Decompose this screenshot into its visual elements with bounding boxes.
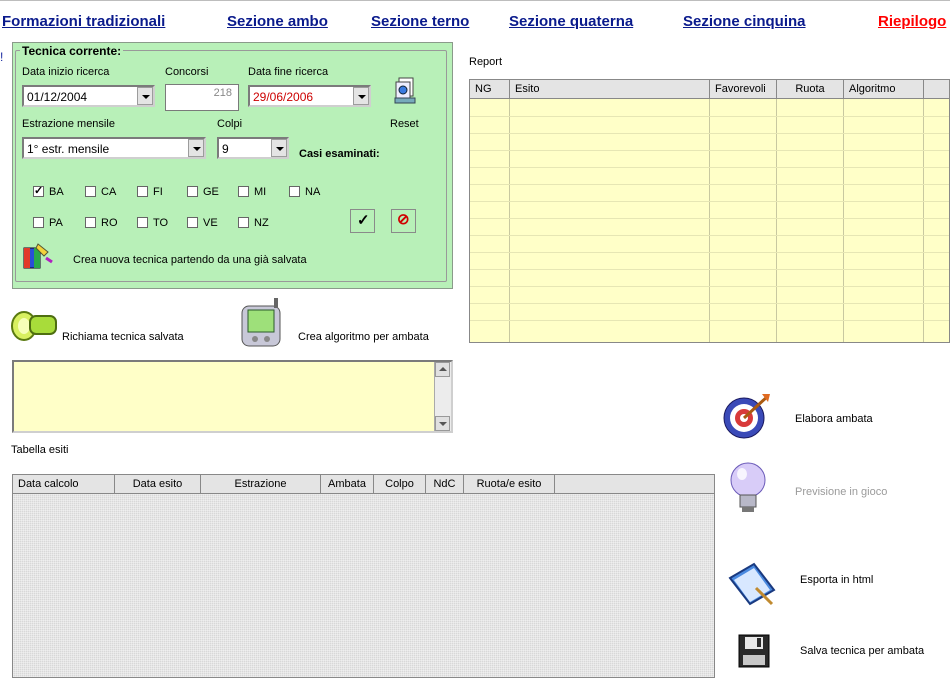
wheel-ro-label: RO bbox=[101, 217, 118, 229]
edge-marker: ! bbox=[0, 50, 4, 64]
wheel-ve-label: VE bbox=[203, 217, 218, 229]
checkbox-ba[interactable] bbox=[33, 186, 44, 197]
report-row-line bbox=[470, 201, 950, 202]
report-row-line bbox=[470, 252, 950, 253]
report-grid[interactable] bbox=[469, 79, 950, 343]
richiama-tecnica-label[interactable]: Richiama tecnica salvata bbox=[62, 331, 184, 343]
salva-tecnica-label[interactable]: Salva tecnica per ambata bbox=[800, 645, 925, 657]
start-date-value: 01/12/2004 bbox=[27, 90, 88, 104]
checkbox-nz[interactable] bbox=[238, 217, 249, 228]
previsione-in-gioco-label[interactable]: Previsione in gioco bbox=[795, 486, 888, 498]
report-gridline bbox=[923, 99, 924, 343]
checkbox-na[interactable] bbox=[289, 186, 300, 197]
report-col-ruota[interactable]: Ruota bbox=[777, 80, 844, 98]
report-row-line bbox=[470, 167, 950, 168]
reset-label[interactable]: Reset bbox=[390, 118, 419, 130]
report-gridline bbox=[509, 99, 510, 343]
checkbox-ca[interactable] bbox=[85, 186, 96, 197]
end-date-picker[interactable] bbox=[248, 85, 371, 107]
wheel-na-label: NA bbox=[305, 186, 321, 198]
report-row-line bbox=[470, 320, 950, 321]
report-row-line bbox=[470, 133, 950, 134]
select-all-wheels-button[interactable] bbox=[350, 209, 375, 233]
report-row-line bbox=[470, 303, 950, 304]
concorsi-label: Concorsi bbox=[165, 66, 209, 78]
lightbulb-icon[interactable] bbox=[728, 460, 768, 514]
estrazione-label: Estrazione mensile bbox=[22, 118, 115, 130]
scroll-up-icon[interactable] bbox=[435, 362, 450, 377]
checkbox-mi[interactable] bbox=[238, 186, 249, 197]
nav-riepilogo[interactable]: Riepilogo bbox=[878, 13, 947, 30]
nav-formazioni-tradizionali[interactable]: Formazioni tradizionali bbox=[2, 13, 166, 30]
clear-wheels-button[interactable] bbox=[391, 209, 416, 233]
estrazione-dropdown-icon[interactable] bbox=[188, 139, 204, 157]
end-date-label: Data fine ricerca bbox=[248, 66, 329, 78]
concorsi-field[interactable]: 218 bbox=[165, 84, 239, 111]
esiti-col-estrazione[interactable]: Estrazione bbox=[201, 475, 321, 493]
notes-textarea[interactable] bbox=[12, 360, 453, 433]
wheel-mi-label: MI bbox=[254, 186, 267, 198]
checkbox-ve[interactable] bbox=[187, 217, 198, 228]
colpi-label: Colpi bbox=[217, 118, 243, 130]
report-gridline bbox=[843, 99, 844, 343]
esiti-col-data-esito[interactable]: Data esito bbox=[115, 475, 201, 493]
esiti-col-ambata[interactable]: Ambata bbox=[321, 475, 374, 493]
report-row-line bbox=[470, 286, 950, 287]
report-gridline bbox=[709, 99, 710, 343]
report-row-line bbox=[470, 269, 950, 270]
check-icon: ✓ bbox=[357, 212, 370, 229]
esporta-html-label[interactable]: Esporta in html bbox=[800, 574, 874, 586]
estrazione-select[interactable] bbox=[22, 137, 206, 159]
start-date-picker[interactable] bbox=[22, 85, 155, 107]
start-date-label: Data inizio ricerca bbox=[22, 66, 110, 78]
wheel-ge-label: GE bbox=[203, 186, 219, 198]
handheld-icon[interactable] bbox=[240, 298, 284, 348]
target-icon[interactable] bbox=[722, 392, 772, 440]
report-row-line bbox=[470, 150, 950, 151]
wheel-nz-label: NZ bbox=[254, 217, 269, 229]
crea-algoritmo-label[interactable]: Crea algoritmo per ambata bbox=[298, 331, 429, 343]
esiti-col-colpo[interactable]: Colpo bbox=[374, 475, 426, 493]
report-col-ng[interactable]: NG bbox=[470, 80, 510, 98]
nav-sezione-ambo[interactable]: Sezione ambo bbox=[227, 13, 328, 30]
end-date-dropdown-icon[interactable] bbox=[353, 87, 369, 105]
esiti-grid[interactable] bbox=[12, 474, 715, 678]
esiti-col-data-calcolo[interactable]: Data calcolo bbox=[13, 475, 115, 493]
nav-sezione-terno[interactable]: Sezione terno bbox=[371, 13, 470, 30]
checkbox-ro[interactable] bbox=[85, 217, 96, 228]
flashlight-icon[interactable] bbox=[10, 304, 60, 344]
wheel-to-label: TO bbox=[153, 217, 169, 229]
reset-icon[interactable] bbox=[392, 76, 420, 106]
notes-scrollbar[interactable] bbox=[434, 362, 451, 431]
report-title: Report bbox=[469, 56, 503, 68]
floppy-save-icon[interactable] bbox=[737, 633, 771, 669]
esiti-col-ndc[interactable]: NdC bbox=[426, 475, 464, 493]
report-col-favorevoli[interactable]: Favorevoli bbox=[710, 80, 777, 98]
report-col-algoritmo[interactable]: Algoritmo bbox=[844, 80, 924, 98]
elabora-ambata-label[interactable]: Elabora ambata bbox=[795, 413, 873, 425]
colpi-dropdown-icon[interactable] bbox=[271, 139, 287, 157]
colpi-value: 9 bbox=[222, 142, 229, 156]
wheel-ba-label: BA bbox=[49, 186, 64, 198]
casi-esaminati-label: Casi esaminati: bbox=[299, 148, 380, 160]
checkbox-to[interactable] bbox=[137, 217, 148, 228]
book-export-icon[interactable] bbox=[726, 560, 778, 608]
scroll-down-icon[interactable] bbox=[435, 416, 450, 431]
esiti-header bbox=[13, 475, 714, 494]
nav-sezione-cinquina[interactable]: Sezione cinquina bbox=[683, 13, 806, 30]
nav-sezione-quaterna[interactable]: Sezione quaterna bbox=[509, 13, 634, 30]
checkbox-ge[interactable] bbox=[187, 186, 198, 197]
report-gridline bbox=[776, 99, 777, 343]
paint-bucket-icon[interactable] bbox=[20, 240, 56, 272]
wheel-fi-label: FI bbox=[153, 186, 163, 198]
forbidden-icon: ⊘ bbox=[397, 211, 410, 228]
colpi-select[interactable] bbox=[217, 137, 289, 159]
technique-legend: Tecnica corrente: bbox=[22, 44, 122, 58]
checkbox-pa[interactable] bbox=[33, 217, 44, 228]
wheel-ca-label: CA bbox=[101, 186, 117, 198]
report-row-line bbox=[470, 116, 950, 117]
start-date-dropdown-icon[interactable] bbox=[137, 87, 153, 105]
report-col-esito[interactable]: Esito bbox=[510, 80, 710, 98]
report-row-line bbox=[470, 235, 950, 236]
esiti-title: Tabella esiti bbox=[11, 444, 69, 456]
estrazione-value: 1° estr. mensile bbox=[27, 142, 110, 156]
new-from-saved-label[interactable]: Crea nuova tecnica partendo da una già salvata bbox=[73, 254, 307, 266]
checkbox-fi[interactable] bbox=[137, 186, 148, 197]
report-row-line bbox=[470, 218, 950, 219]
report-row-line bbox=[470, 184, 950, 185]
end-date-value: 29/06/2006 bbox=[253, 90, 314, 104]
wheel-pa-label: PA bbox=[49, 217, 63, 229]
report-header bbox=[470, 80, 950, 99]
top-divider bbox=[0, 0, 950, 1]
esiti-col-ruota-esito[interactable]: Ruota/e esito bbox=[464, 475, 555, 493]
